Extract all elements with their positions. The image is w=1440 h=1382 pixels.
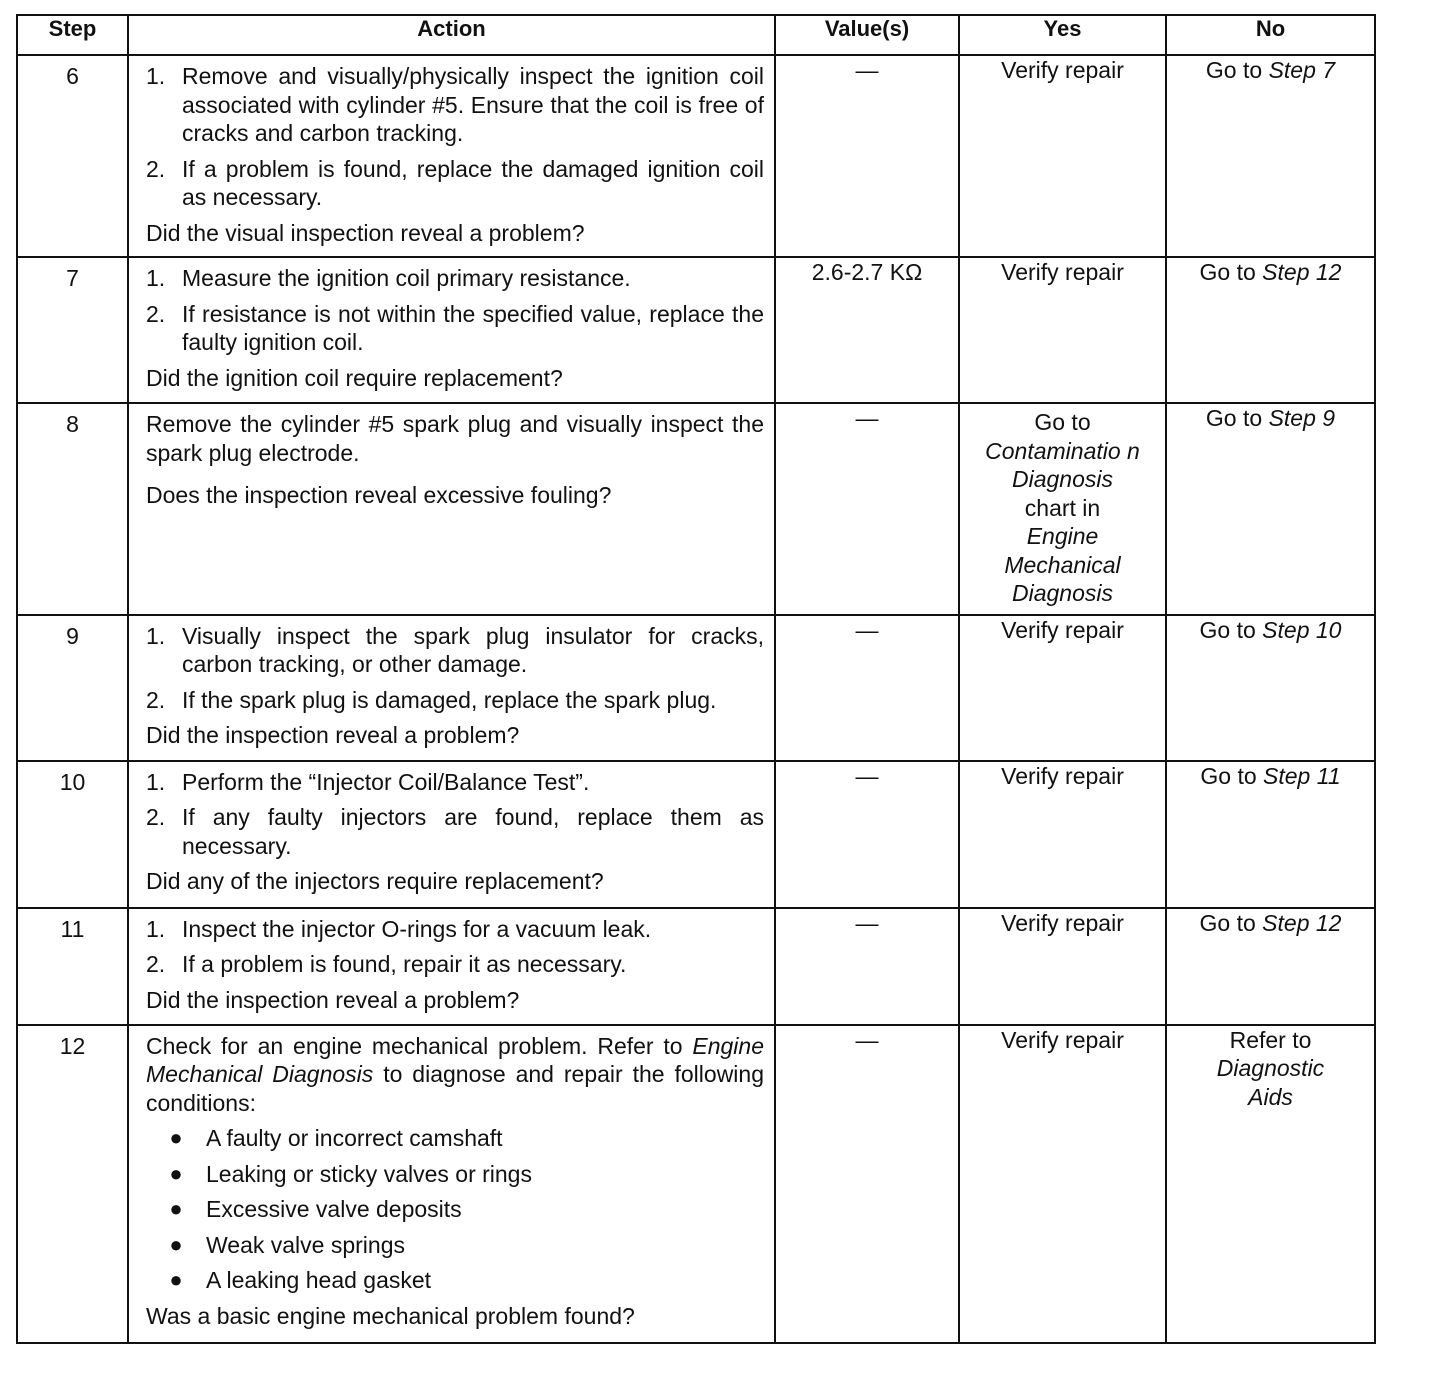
action-cell: [128, 1025, 775, 1343]
item-number: 2.: [146, 951, 166, 977]
step-number: 10: [17, 761, 128, 908]
bullet-text: A faulty or incorrect camshaft: [206, 1125, 503, 1151]
diagnostic-aids-link[interactable]: Diagnostic Aids: [1216, 1055, 1325, 1110]
bullet-text: Leaking or sticky valves or rings: [206, 1160, 532, 1187]
yes-cell: [959, 403, 1166, 615]
no-cell: [1166, 615, 1375, 761]
item-number: 2.: [146, 155, 166, 182]
value-cell: —: [775, 403, 959, 615]
no-prefix: Go to: [1199, 616, 1263, 643]
engine-mechanical-diagnosis-ref[interactable]: Engine Mechanical Diagnosis: [146, 1032, 764, 1087]
table-row: [17, 55, 1375, 257]
list-item: [146, 264, 764, 293]
item-text: Remove and visually/physically inspect the ignition coil associated with cylinder #5. Ensure that the coil is free of cracks and carbon tracking.: [182, 63, 764, 146]
bullet-text: Weak valve springs: [206, 1231, 405, 1258]
no-cell: [1166, 908, 1375, 1025]
value-cell: —: [775, 908, 959, 1025]
value-cell: —: [775, 615, 959, 761]
no-prefix: Go to: [1199, 259, 1263, 285]
table-row: [17, 615, 1375, 761]
list-item: [146, 1160, 764, 1189]
step-number: 11: [17, 908, 128, 1025]
list-item: [146, 1124, 764, 1153]
list-item: [146, 155, 764, 212]
item-text: If a problem is found, replace the damaged ignition coil as necessary.: [182, 155, 764, 210]
value-cell: —: [775, 761, 959, 908]
list-item: [146, 686, 764, 715]
step-link[interactable]: Step 9: [1268, 405, 1336, 431]
yes-prefix: Go to: [1034, 409, 1091, 435]
value-cell: 2.6-2.7 KΩ: [775, 257, 959, 403]
engine-mechanical-diagnosis-link[interactable]: Engine Mechanical Diagnosis: [1004, 523, 1121, 606]
bullet-text: A leaking head gasket: [206, 1267, 432, 1293]
contamination-diagnosis-link[interactable]: Contaminatio n Diagnosis: [985, 437, 1140, 492]
para-text: to diagnose and repair the following conditions:: [146, 1061, 764, 1116]
list-item: [146, 300, 764, 357]
list-item: [146, 915, 764, 944]
item-text: If resistance is not within the specified value, replace the faulty ignition coil.: [182, 300, 764, 355]
action-cell: [128, 403, 775, 615]
no-cell: [1166, 761, 1375, 908]
question-text: Does the inspection reveal excessive fouling?: [146, 482, 612, 508]
question-text: Did the inspection reveal a problem?: [146, 986, 520, 1013]
step-link[interactable]: Step 7: [1268, 57, 1336, 83]
no-prefix: Go to: [1200, 762, 1264, 789]
no-prefix: Go to: [1205, 57, 1269, 83]
item-text: Visually inspect the spark plug insulator for cracks, carbon tracking, or other damage.: [182, 622, 764, 677]
para-text: Check for an engine mechanical problem. Refer to: [146, 1032, 693, 1059]
item-number: 2.: [146, 686, 166, 713]
step-number: 8: [17, 403, 128, 615]
item-text: Measure the ignition coil primary resistance.: [182, 265, 631, 291]
header-yes: Yes: [959, 15, 1166, 55]
yes-cell: Verify repair: [959, 615, 1166, 761]
item-number: 1.: [146, 768, 166, 795]
yes-cell: Verify repair: [959, 1025, 1166, 1343]
no-prefix: Go to: [1199, 909, 1263, 936]
item-text: If a problem is found, repair it as necessary.: [182, 951, 627, 977]
yes-cell: Verify repair: [959, 761, 1166, 908]
value-cell: —: [775, 1025, 959, 1343]
yes-mid: chart in: [1024, 494, 1101, 521]
bullet-icon: ●: [169, 1125, 183, 1150]
header-no: No: [1166, 15, 1375, 55]
yes-cell: Verify repair: [959, 55, 1166, 257]
table-row: [17, 1025, 1375, 1343]
item-text: Perform the “Injector Coil/Balance Test”.: [182, 768, 590, 795]
action-cell: [128, 615, 775, 761]
action-list: [146, 622, 764, 715]
item-number: 1.: [146, 265, 166, 291]
item-number: 2.: [146, 804, 166, 830]
no-cell: [1166, 1025, 1375, 1343]
list-item: [146, 1195, 764, 1224]
list-item: [146, 803, 764, 860]
diagnostic-table: [16, 14, 1376, 1344]
list-item: [146, 62, 764, 148]
list-item: [146, 1231, 764, 1260]
action-list: [146, 915, 764, 979]
list-item: [146, 768, 764, 797]
table-row: [17, 761, 1375, 908]
step-link[interactable]: Step 12: [1262, 909, 1342, 936]
item-number: 1.: [146, 622, 166, 649]
question-text: Did the ignition coil require replacement?: [146, 364, 563, 391]
header-step: Step: [17, 15, 128, 55]
action-paragraph: [146, 1032, 764, 1118]
item-number: 2.: [146, 300, 166, 327]
no-cell: [1166, 257, 1375, 403]
header-action: Action: [128, 15, 775, 55]
question-text: Did any of the injectors require replacement?: [146, 868, 604, 894]
header-values: Value(s): [775, 15, 959, 55]
step-number: 6: [17, 55, 128, 257]
bullet-icon: ●: [169, 1231, 183, 1257]
action-list: [146, 264, 764, 357]
list-item: [146, 950, 764, 979]
action-cell: [128, 761, 775, 908]
action-paragraph: Remove the cylinder #5 spark plug and visually inspect the spark plug electrode.: [146, 411, 764, 466]
bullet-icon: ●: [169, 1160, 183, 1186]
question-text: Did the visual inspection reveal a problem?: [146, 219, 585, 246]
no-prefix: Go to: [1205, 405, 1269, 431]
question-text: Was a basic engine mechanical problem found?: [146, 1302, 635, 1329]
conditions-list: [146, 1124, 764, 1295]
action-cell: [128, 908, 775, 1025]
item-number: 1.: [146, 915, 166, 942]
no-cell: [1166, 55, 1375, 257]
yes-cell: Verify repair: [959, 257, 1166, 403]
value-cell: —: [775, 55, 959, 257]
no-cell: [1166, 403, 1375, 615]
bullet-icon: ●: [169, 1196, 183, 1221]
step-number: 12: [17, 1025, 128, 1343]
step-number: 7: [17, 257, 128, 403]
step-link[interactable]: Step 10: [1262, 616, 1342, 643]
action-list: [146, 768, 764, 861]
yes-cell: Verify repair: [959, 908, 1166, 1025]
table-row: [17, 403, 1375, 615]
header-row: [17, 15, 1375, 55]
item-number: 1.: [146, 63, 166, 89]
list-item: [146, 1266, 764, 1295]
no-prefix: Refer to: [1229, 1026, 1312, 1053]
step-number: 9: [17, 615, 128, 761]
step-link[interactable]: Step 12: [1262, 259, 1342, 285]
table-row: [17, 257, 1375, 403]
item-text: Inspect the injector O-rings for a vacuum leak.: [182, 915, 652, 942]
action-list: [146, 62, 764, 212]
bullet-text: Excessive valve deposits: [206, 1196, 462, 1222]
item-text: If any faulty injectors are found, replace them as necessary.: [182, 804, 764, 859]
bullet-icon: ●: [169, 1267, 183, 1292]
list-item: [146, 622, 764, 679]
question-text: Did the inspection reveal a problem?: [146, 722, 520, 748]
item-text: If the spark plug is damaged, replace the spark plug.: [182, 686, 717, 713]
step-link[interactable]: Step 11: [1263, 762, 1341, 789]
table-row: [17, 908, 1375, 1025]
action-cell: [128, 55, 775, 257]
action-cell: [128, 257, 775, 403]
